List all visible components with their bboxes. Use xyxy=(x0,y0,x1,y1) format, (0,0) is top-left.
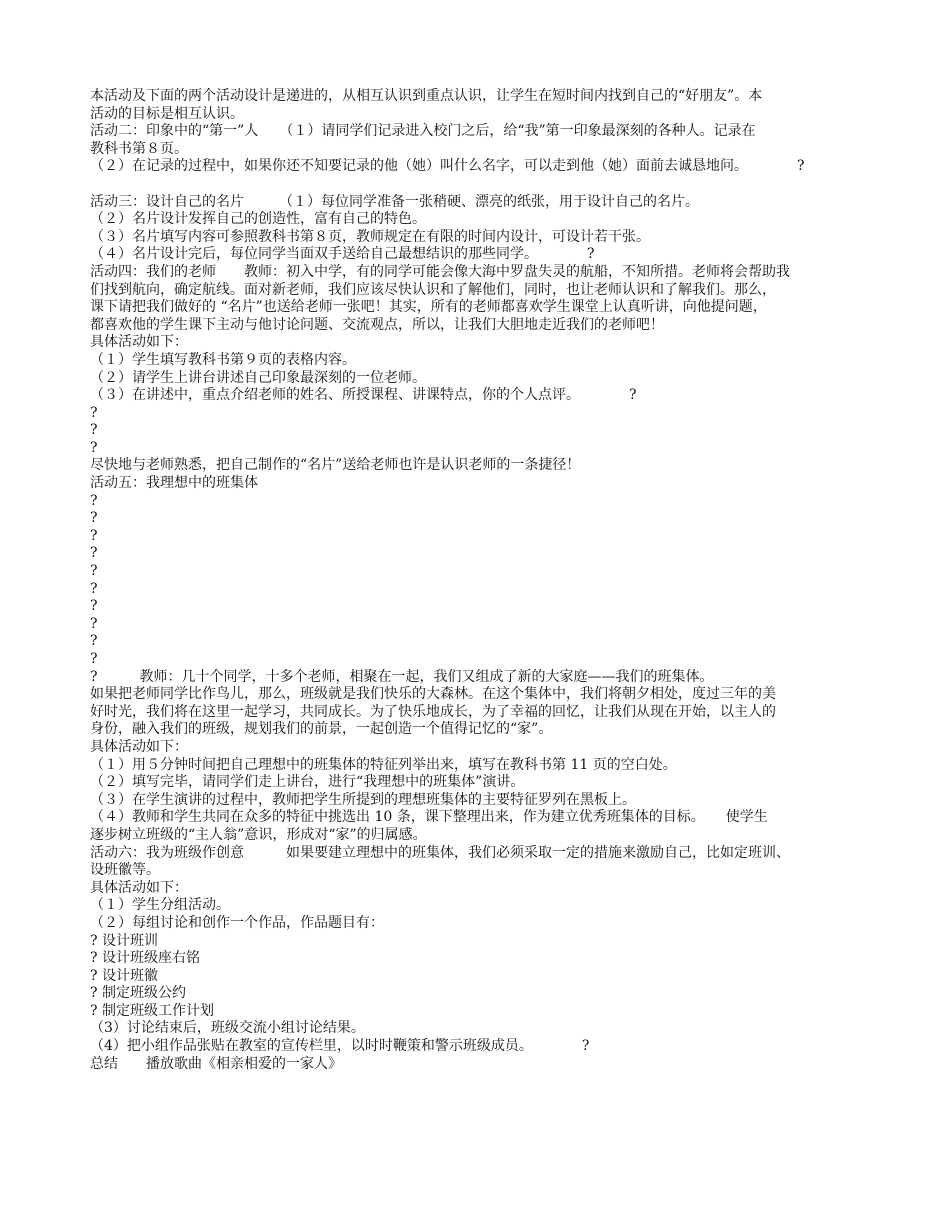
text-line: 设班徽等。 xyxy=(90,862,160,879)
text-line: 逐步树立班级的“主人翁”意识，形成对“家”的归属感。 xyxy=(90,826,427,843)
text-line: 教科书第８页。 xyxy=(90,140,188,157)
text-line: 活动三：设计自己的名片 （１）每位同学准备一张稍硬、漂亮的纸张，用于设计自己的名片。 xyxy=(90,193,699,210)
text-line: ? 设计班训 xyxy=(90,932,158,949)
text-line: （１）学生填写教科书第９页的表格内容。 xyxy=(90,351,356,368)
text-line: 活动的目标是相互认识。 xyxy=(90,105,244,122)
text-line: 课下请把我们做好的 “名片”也送给老师一张吧！其实，所有的老师都喜欢学生课堂上认真听讲，向他提问题， xyxy=(90,299,767,316)
text-line: ? xyxy=(90,510,98,527)
text-line: （２）每组讨论和创作一个作品，作品题目有： xyxy=(90,914,384,931)
document-body xyxy=(90,88,870,1073)
text-line: ? xyxy=(90,633,98,650)
text-line: （１）用５分钟时间把自己理想中的班集体的特征列举出来，填写在教科书第 11 页的空白处。 xyxy=(90,756,677,773)
text-line: 身份，融入我们的班级，规划我们的前景，一起创造一个值得记忆的“家”。 xyxy=(90,721,553,738)
text-line: 总结 播放歌曲《相亲相爱的一家人》 xyxy=(90,1055,342,1072)
text-line: （３）在学生演讲的过程中，教师把学生所提到的理想班集体的主要特征罗列在黑板上。 xyxy=(90,791,636,808)
text-line: 活动五：我理想中的班集体 xyxy=(90,475,258,492)
text-line: 活动四：我们的老师 教师：初入中学，有的同学可能会像大海中罗盘失灵的航船，不知所措。老师将会帮助我 xyxy=(90,263,790,280)
text-line: ? 设计班级座右铭 xyxy=(90,950,200,967)
text-line: （２）请学生上讲台讲述自己印象最深刻的一位老师。 xyxy=(90,369,426,386)
text-line: ? 教师：几十个同学，十多个老师，相聚在一起，我们又组成了新的大家庭——我们的班集体。 xyxy=(90,668,714,685)
text-line: （4）把小组作品张贴在教室的宣传栏里，以时时鞭策和警示班级成员。 ? xyxy=(90,1038,590,1055)
text-line: 本活动及下面的两个活动设计是递进的，从相互认识到重点认识，让学生在短时间内找到自己的“好朋友”。本 xyxy=(90,88,763,104)
text-line: （３）在讲述中，重点介绍老师的姓名、所授课程、讲课特点，你的个人点评。 ? xyxy=(90,387,637,404)
text-line: ? 设计班徽 xyxy=(90,967,158,984)
text-line: ? xyxy=(90,422,98,439)
text-line: ? xyxy=(90,492,98,509)
text-line: ? xyxy=(90,563,98,580)
text-line: ? 制定班级工作计划 xyxy=(90,1002,214,1019)
text-line: 具体活动如下： xyxy=(90,334,188,351)
text-line: （２）名片设计发挥自己的创造性，富有自己的特色。 xyxy=(90,211,426,228)
text-line: ? xyxy=(90,404,98,421)
text-line: 具体活动如下： xyxy=(90,879,188,896)
text-line: 们找到航向，确定航线。面对新老师，我们应该尽快认识和了解他们，同时，也让老师认识和了解我们。那么， xyxy=(90,281,776,298)
text-line: （3）讨论结束后，班级交流小组讨论结果。 xyxy=(90,1020,365,1037)
text-line: （１）学生分组活动。 xyxy=(90,897,230,914)
text-line: 如果把老师同学比作鸟儿，那么，班级就是我们快乐的大森林。在这个集体中，我们将朝夕相处，度过三年的美 xyxy=(90,686,776,703)
text-line: 具体活动如下： xyxy=(90,738,188,755)
text-line: ? xyxy=(90,439,98,456)
text-line: （２）在记录的过程中，如果你还不知要记录的他（她）叫什么名字，可以走到他（她）面前去诚恳地问。 ? xyxy=(90,158,805,175)
text-line: （２）填写完毕，请同学们走上讲台，进行“我理想中的班集体”演讲。 xyxy=(90,774,525,791)
text-line: ? xyxy=(90,651,98,667)
text-line: ? xyxy=(90,545,98,562)
text-line: ? 制定班级公约 xyxy=(90,985,186,1002)
text-line: 都喜欢他的学生课下主动与他讨论问题、交流观点，所以，让我们大胆地走近我们的老师吧！ xyxy=(90,316,664,333)
text-line: （４）教师和学生共同在众多的特征中挑选出 10 条，课下整理出来，作为建立优秀班集体的目标。 使学生 xyxy=(90,809,768,826)
text-line: ? xyxy=(90,527,98,544)
text-line: ? xyxy=(90,615,98,632)
text-line: ? xyxy=(90,598,98,615)
text-line: 好时光，我们将在这里一起学习，共同成长。为了快乐地成长，为了幸福的回忆，让我们从现在开始，以主人的 xyxy=(90,703,776,720)
text-line: （３）名片填写内容可参照教科书第８页，教师规定在有限的时间内设计，可设计若干张。 xyxy=(90,228,650,245)
text-line: 活动六：我为班级作创意 如果要建立理想中的班集体，我们必须采取一定的措施来激励自己，比如定班训、 xyxy=(90,844,790,861)
text-line: 活动二：印象中的“第一”人 （１）请同学们记录进入校门之后，给“我”第一印象最深刻的各种人。记录在 xyxy=(90,123,756,140)
text-line: （４）名片设计完后，每位同学当面双手送给自己最想结识的那些同学。 ? xyxy=(90,246,595,263)
text-line: ? xyxy=(90,580,98,597)
text-line: 尽快地与老师熟悉，把自己制作的“名片”送给老师也许是认识老师的一条捷径！ xyxy=(90,457,581,474)
text-line xyxy=(90,176,870,194)
